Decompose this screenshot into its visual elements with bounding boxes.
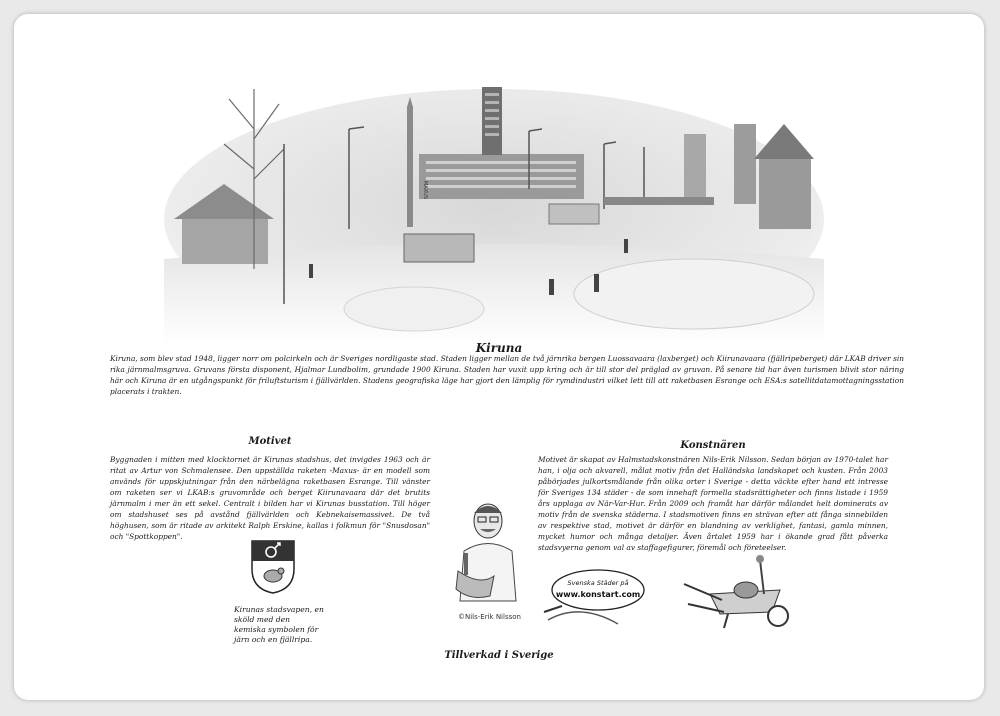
right-house (759, 159, 811, 229)
badge-line-1: Svenska Städer på (567, 579, 629, 587)
maxus-rocket (407, 107, 413, 227)
bus-station (604, 197, 714, 205)
website-badge (540, 566, 650, 632)
kiruna-title: Kiruna (475, 341, 523, 355)
city-hall-building (419, 154, 584, 199)
kiruna-panorama-illustration (164, 69, 824, 344)
bus-right (549, 204, 599, 224)
wheelbarrow-illustration (680, 554, 804, 632)
konstnaren-heading: Konstnären (680, 440, 746, 451)
artist-portrait-illustration (450, 491, 526, 631)
motivet-description: Byggnaden i mitten med klocktornet är Kirunas stadshus, det invigdes 1963 och är ritat av Artur von Schmalensee. Den uppställda raketen -Maxus- är en modell som används för uppskjutningar från den närbelägna raketbasen Esrange. Till vänster om raketen ser vi LKAB:s gruvområde och berget Kiirunavaara där det brutits järnmalm i mer än ett sekel. Centralt i bilden har vi Kirunas busstation. Till höger om stadshuset ses på avstånd fjällvärlden och Kebnekaisemassivet. De två höghusen, som är ritade av arkitekt Ralph Erskine, kallas i folkmun för "Snusdosan" och "Spottkoppen". (110, 455, 430, 541)
left-house (182, 219, 268, 264)
kiruna-description: Kiruna, som blev stad 1948, ligger norr om polcirkeln och är Sveriges nordligaste stad. Staden ligger mellan de två järnrika bergen Luossavaara (laxberget) och Kiirunavaara (fjällripeberget) där LKAB driver sin rika järnmalmsgruva. Gruvans första disponent, Hjalmar Lundbolim, grundade 1900 Kiruna. Staden har vuxit upp kring och är till stor del präglad av gruvan. På senare tid har även turismen blivit stor näring här och Kiruna är en utgångspunkt för friluftsturism i fjällvärlden. Stadens geografiska läge har gjort den lämplig för rymdindustri vilket lett till att raketbasen Esrange och ESA:s satellitdatamottagningsstation placerats i trakten. (110, 354, 904, 396)
bus-left (404, 234, 474, 262)
kiruna-coat-of-arms (250, 539, 296, 595)
konstnaren-description: Motivet är skapat av Halmstadskonstnären Nils-Erik Nilsson. Sedan början av 1970-talet har han, i olja och akvarell, målat motiv från det Halländska landskapet och kusten. Från 2003 påbörjades julkortsmålande från olika orter i Sverige - detta väckte efter hand ett intresse för Sveriges 134 städer - de som innehaft formella stadsrättigheter och finns listade i 1959 års upplaga av När-Var-Hur. Från 2009 och framåt har därför målandet helt dominerats av motiv från de svenska städerna. I stadsmotiven finns en strävan efter att fånga sinnebilden av respektive stad, motivet är därför en blandning av verklighet, fantasi, gamla minnen, mycket humor och många detaljer. Även årtalet 1959 har i ökande grad fått påverka stadsvyerna genom val av staffagefigurer, föremål och företeelser. (538, 455, 888, 552)
artist-signature: ©Nils-Erik Nilsson (458, 613, 521, 621)
maxus-sign: MAXUS (422, 181, 428, 199)
highrise-left (684, 134, 706, 204)
motivet-heading: Motivet (248, 436, 292, 447)
highrise-right (734, 124, 756, 204)
coat-of-arms-caption: Kirunas stadsvapen, en sköld med den kemiska symbolen för järn och en fjällripa. (234, 605, 324, 644)
made-in-sweden-footer: Tillverkad i Sverige (444, 650, 554, 661)
clock-tower (482, 87, 502, 155)
badge-website: www.konstart.com (555, 590, 641, 599)
poster-card (14, 14, 984, 700)
